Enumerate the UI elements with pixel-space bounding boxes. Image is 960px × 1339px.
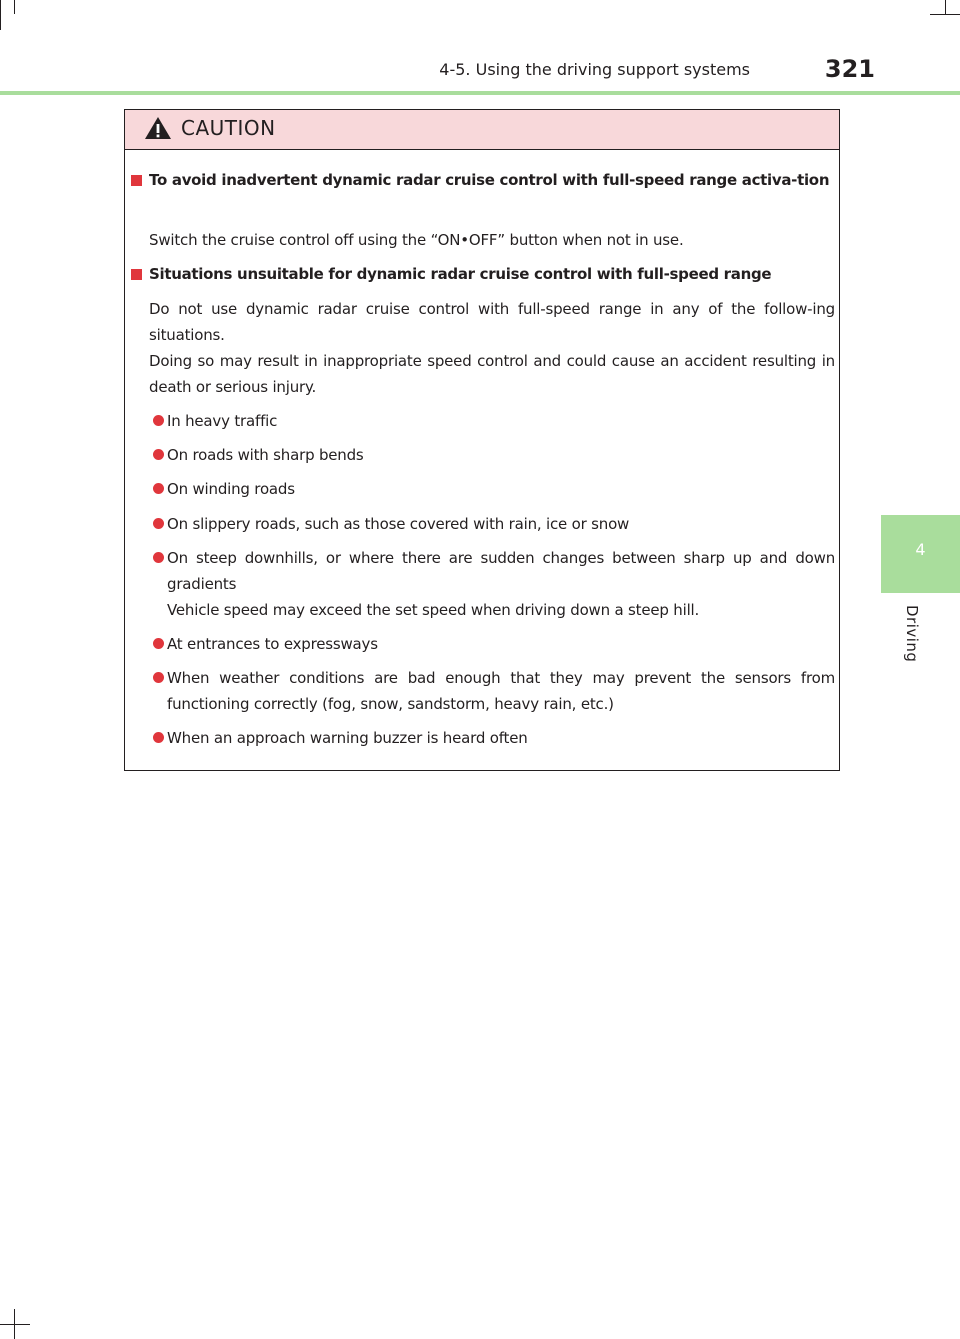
chapter-label: Driving <box>903 605 921 663</box>
round-bullet-icon <box>153 672 164 683</box>
chapter-number: 4 <box>915 540 926 559</box>
list-item-note: Vehicle speed may exceed the set speed when driving down a steep hill. <box>167 601 700 619</box>
list-item: On roads with sharp bends <box>167 442 835 468</box>
chapter-tab <box>881 515 960 593</box>
round-bullet-icon <box>153 415 164 426</box>
list-item: At entrances to expressways <box>167 631 835 657</box>
list-item: When an approach warning buzzer is heard often <box>167 725 835 751</box>
round-bullet-icon <box>153 732 164 743</box>
paragraph: Switch the cruise control off using the “ON•OFF” button when not in use. <box>149 231 684 249</box>
list-item: In heavy traffic <box>167 408 835 434</box>
square-bullet-icon <box>131 269 142 280</box>
crop-mark-top-left-h <box>14 0 15 14</box>
round-bullet-icon <box>153 638 164 649</box>
caution-header <box>125 110 839 150</box>
round-bullet-icon <box>153 449 164 460</box>
square-bullet-icon <box>131 175 142 186</box>
section-heading: Situations unsuitable for dynamic radar cruise control with full-speed range <box>149 262 835 287</box>
list-item: When weather conditions are bad enough that they may prevent the sensors from functioning correctly (fog, snow, sandstorm, heavy rain, etc.) <box>167 665 835 717</box>
crop-mark-top-right-v <box>945 0 946 14</box>
crop-mark-top-right-h <box>930 14 960 15</box>
caution-box <box>124 109 840 771</box>
round-bullet-icon <box>153 552 164 563</box>
list-item: On winding roads <box>167 476 835 502</box>
crop-mark-bottom-left-h <box>0 1324 30 1325</box>
header-rule <box>0 91 960 95</box>
paragraph: Do not use dynamic radar cruise control with full-speed range in any of the follow-ing situations. <box>149 300 835 344</box>
paragraph: Doing so may result in inappropriate speed control and could cause an accident resulting in death or serious injury. <box>149 352 835 396</box>
page-number: 321 <box>824 55 875 83</box>
list-item: On steep downhills, or where there are sudden changes between sharp up and down gradients <box>167 545 835 597</box>
section-title: 4-5. Using the driving support systems <box>439 60 750 79</box>
crop-mark-top-left-v <box>0 0 1 30</box>
caution-title: CAUTION <box>181 116 276 140</box>
warning-triangle-icon <box>144 116 172 140</box>
round-bullet-icon <box>153 483 164 494</box>
list-item: On slippery roads, such as those covered with rain, ice or snow <box>167 511 835 537</box>
section-heading: To avoid inadvertent dynamic radar cruise control with full-speed range activa-tion <box>149 168 835 193</box>
round-bullet-icon <box>153 518 164 529</box>
